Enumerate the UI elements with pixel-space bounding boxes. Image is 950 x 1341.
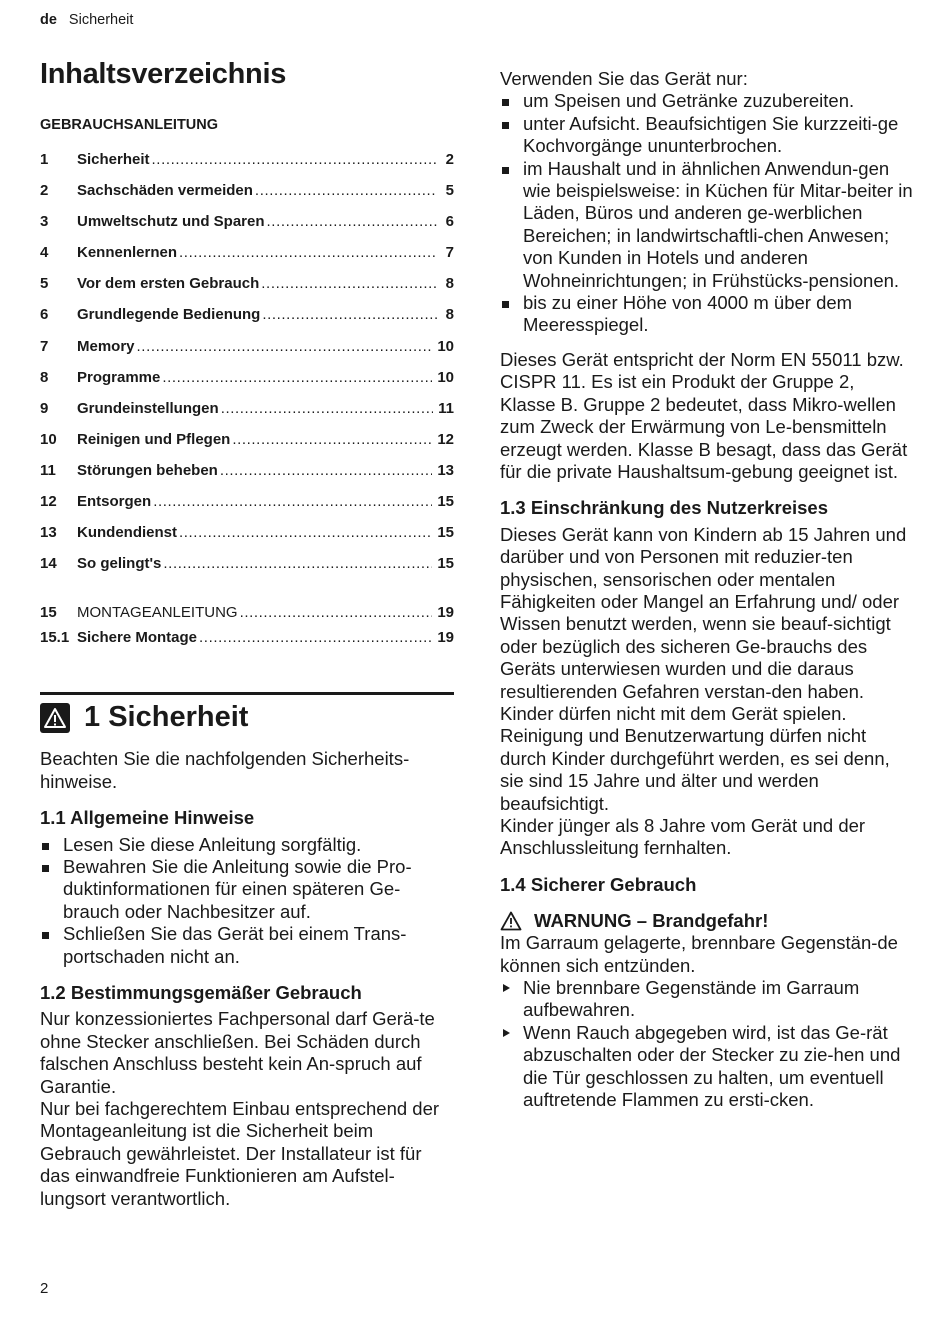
toc-label: Grundlegende Bedienung — [77, 306, 261, 324]
toc-label: Sachschäden vermeiden — [77, 182, 253, 200]
toc-entry[interactable] — [40, 460, 454, 491]
toc-leader — [153, 491, 432, 513]
toc-page: 8 — [445, 306, 454, 324]
toc-label: Kundendienst — [77, 524, 177, 542]
toc-page: 13 — [437, 461, 454, 479]
subsection-title: 1.3 Einschränkung des Nutzerkreises — [500, 497, 828, 519]
toc-entry[interactable] — [40, 602, 454, 627]
toc-number: 13 — [40, 524, 57, 542]
warning-text: WARNUNG – Brandgefahr! — [534, 910, 769, 932]
paragraph: Kinder dürfen nicht mit dem Gerät spielen. — [500, 702, 847, 724]
toc-leader — [240, 602, 433, 624]
toc-label: Sichere Montage — [77, 629, 198, 647]
toc-leader — [267, 211, 437, 233]
toc-entry[interactable] — [40, 242, 454, 273]
paragraph: Dieses Gerät entspricht der Norm EN 55011 bzw. CISPR 11. Es ist ein Produkt der Gruppe 2, Klasse B. Gruppe 2 bedeutet, dass Mikro-wellen zum Zweck der Erwärmung von Le-bensmitteln erzeugt werden. Klasse B besagt, dass das Gerät für die private Haushaltsum-gebung geeignet ist. — [500, 348, 908, 482]
step-list — [500, 977, 914, 1111]
toc-entry[interactable] — [40, 149, 454, 180]
toc-number: 8 — [40, 368, 49, 386]
toc-leader — [232, 429, 432, 451]
toc-entry[interactable] — [40, 429, 454, 460]
toc-label: Grundeinstellungen — [77, 399, 219, 417]
toc-leader — [152, 149, 437, 171]
toc-entry[interactable] — [40, 180, 454, 211]
toc-number: 6 — [40, 306, 49, 324]
bullet-list — [40, 834, 454, 968]
toc-number: 15 — [40, 604, 57, 622]
toc-number: 1 — [40, 151, 49, 168]
toc-entry[interactable] — [40, 522, 454, 553]
list-item: unter Aufsicht. Beaufsichtigen Sie kurzzeiti-ge Kochvorgänge ununterbrochen. — [500, 113, 914, 158]
toc-number: 15.1 — [40, 629, 70, 647]
toc-entry[interactable] — [40, 553, 454, 584]
toc-title: Inhaltsverzeichnis — [40, 58, 287, 90]
paragraph: Reinigung und Benutzerwartung dürfen nicht durch Kinder durchgeführt werden, es sei denn, sie sind 15 Jahre und älter und werden beaufsichtigt. — [500, 725, 890, 814]
toc-entry[interactable] — [40, 211, 454, 242]
toc-label: MONTAGEANLEITUNG — [77, 604, 238, 622]
toc-leader — [255, 180, 437, 202]
toc-page: 5 — [445, 182, 454, 200]
toc-label: So gelingt's — [77, 555, 162, 573]
toc-page: 10 — [437, 337, 454, 355]
toc-list — [40, 149, 454, 584]
paragraph: Verwenden Sie das Gerät nur: — [500, 68, 748, 89]
toc-page: 2 — [445, 151, 454, 168]
paragraph: Nur konzessioniertes Fachpersonal darf Gerä-te ohne Stecker anschließen. Bei Schäden durch falschen Anschluss besteht kein An-spruch auf Garantie. — [40, 1008, 435, 1097]
toc-label: Vor dem ersten Gebrauch — [77, 275, 260, 293]
toc-number: 4 — [40, 244, 49, 262]
toc-page: 12 — [437, 430, 454, 448]
toc-label: Entsorgen — [77, 493, 152, 511]
warning-icon — [40, 703, 70, 733]
page-header — [40, 12, 133, 28]
toc-page: 19 — [437, 604, 454, 622]
toc-leader — [221, 398, 433, 420]
toc-leader — [262, 304, 437, 326]
section-intro: Beachten Sie die nachfolgenden Sicherheits-hinweise. — [40, 748, 410, 792]
toc-number: 2 — [40, 182, 49, 200]
paragraph: Nur bei fachgerechtem Einbau entsprechend der Montageanleitung ist die Sicherheit beim Gebrauch gewährleistet. Der Installateur ist für das einwandfreie Funktionieren am Aufstel-lungsort verantwortlich. — [40, 1098, 440, 1209]
toc-list-installation — [40, 602, 454, 652]
warning-notice — [500, 910, 914, 932]
toc-page: 7 — [445, 244, 454, 262]
toc-page: 19 — [437, 629, 454, 647]
language-code: de — [40, 12, 57, 28]
toc-heading: GEBRAUCHSANLEITUNG — [40, 117, 219, 133]
toc-leader — [179, 242, 437, 264]
toc-page: 6 — [445, 213, 454, 231]
section-title: Sicherheit — [108, 701, 249, 734]
toc-leader — [163, 553, 432, 575]
list-item: Lesen Sie diese Anleitung sorgfältig. — [40, 834, 454, 856]
paragraph: Kinder jünger als 8 Jahre vom Gerät und der Anschlussleitung fernhalten. — [500, 815, 866, 859]
toc-label: Störungen beheben — [77, 461, 218, 479]
toc-leader — [137, 336, 433, 358]
subsection-title: 1.1 Allgemeine Hinweise — [40, 807, 255, 829]
right-column — [500, 68, 914, 1111]
subsection-title: 1.4 Sicherer Gebrauch — [500, 873, 697, 895]
toc-label: Memory — [77, 337, 135, 355]
list-item: Bewahren Sie die Anleitung sowie die Pro-duktinformationen für einen späteren Ge-brauch oder Nachbesitzer auf. — [40, 856, 454, 923]
toc-label: Programme — [77, 368, 161, 386]
list-item: um Speisen und Getränke zuzubereiten. — [500, 90, 914, 112]
toc-entry[interactable] — [40, 367, 454, 398]
page-number: 2 — [40, 1280, 49, 1297]
toc-number: 12 — [40, 493, 57, 511]
toc-number: 11 — [40, 461, 56, 479]
toc-leader — [220, 460, 432, 482]
toc-entry[interactable] — [40, 491, 454, 522]
paragraph: Im Garraum gelagerte, brennbare Gegenstän-de können sich entzünden. — [500, 932, 898, 976]
list-item: Schließen Sie das Gerät bei einem Trans-portschaden nicht an. — [40, 923, 454, 968]
toc-number: 7 — [40, 337, 49, 355]
toc-page: 8 — [445, 275, 454, 293]
toc-number: 9 — [40, 399, 49, 417]
toc-page: 15 — [437, 524, 454, 542]
step-item: Wenn Rauch abgegeben wird, ist das Ge-rät abzuschalten oder der Stecker zu zie-hen und die Tür geschlossen zu halten, um eventuell auftretende Flammen zu ersti-cken. — [500, 1022, 914, 1112]
toc-leader — [162, 367, 432, 389]
toc-page: 15 — [437, 555, 454, 573]
toc-number: 3 — [40, 213, 49, 231]
left-column — [40, 58, 454, 1210]
toc-label: Kennenlernen — [77, 244, 178, 262]
toc-page: 10 — [437, 368, 454, 386]
step-item: Nie brennbare Gegenstände im Garraum aufbewahren. — [500, 977, 914, 1022]
toc-label: Reinigen und Pflegen — [77, 430, 231, 448]
paragraph: Dieses Gerät kann von Kindern ab 15 Jahren und darüber und von Personen mit reduzier-ten physischen, sensorischen oder mentalen Fähigkeiten oder Mangel an Erfahrung und/ oder Wissen benutzt werden, wenn sie beauf-sichtigt oder bezüglich des sicheren Ge-brauchs des Geräts unterwiesen wurden und die daraus resultierenden Gefahren verstan-den haben. — [500, 523, 907, 702]
list-item: bis zu einer Höhe von 4000 m über dem Meeresspiegel. — [500, 292, 914, 337]
warning-triangle-icon — [500, 911, 522, 931]
toc-page: 15 — [437, 493, 454, 511]
toc-page: 11 — [438, 399, 454, 417]
toc-leader — [261, 273, 437, 295]
section-number: 1 — [84, 701, 101, 734]
toc-entry[interactable] — [40, 627, 454, 652]
toc-entry[interactable] — [40, 304, 454, 335]
toc-number: 14 — [40, 555, 57, 573]
toc-label: Umweltschutz und Sparen — [77, 213, 265, 231]
bullet-list — [500, 90, 914, 336]
toc-number: 5 — [40, 275, 49, 293]
toc-label: Sicherheit — [77, 151, 150, 168]
section-rule — [40, 692, 454, 695]
toc-entry[interactable] — [40, 273, 454, 304]
section-heading — [40, 701, 454, 734]
list-item: im Haushalt und in ähnlichen Anwendun-gen wie beispielsweise: in Küchen für Mitar-beiter in Läden, Büros und anderen ge-werblichen Bereichen; in landwirtschaftli-chen Anwesen; von Kunden in Hotels und anderen Wohneinrichtungen; in Frühstücks-pensionen. — [500, 158, 914, 292]
subsection-title: 1.2 Bestimmungsgemäßer Gebrauch — [40, 981, 362, 1003]
toc-number: 10 — [40, 430, 57, 448]
toc-leader — [199, 627, 432, 649]
toc-entry[interactable] — [40, 336, 454, 367]
toc-leader — [179, 522, 432, 544]
header-section: Sicherheit — [68, 12, 134, 28]
toc-entry[interactable] — [40, 398, 454, 429]
